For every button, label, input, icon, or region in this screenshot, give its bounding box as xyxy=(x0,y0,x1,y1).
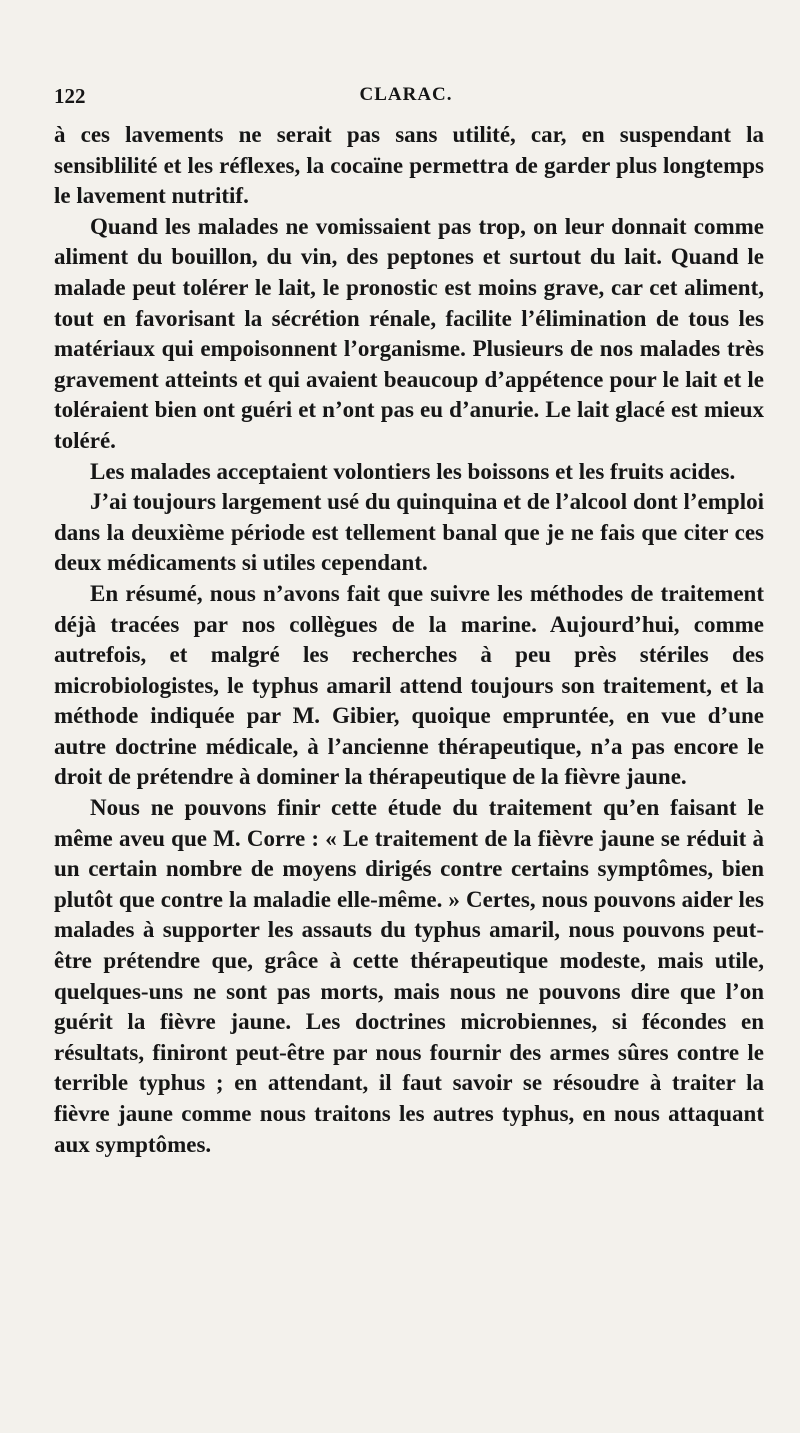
paragraph-4: J’ai toujours largement usé du quinquina et de l’alcool dont l’emploi dans la deuxième période est tellement banal que je ne fais que citer ces deux médicaments si utiles cependant. xyxy=(54,489,764,576)
running-head: CLARAC. xyxy=(359,84,453,105)
paragraph-5: En résumé, nous n’avons fait que suivre les méthodes de traitement déjà tracées par nos collègues de la marine. Aujourd’hui, comme autrefois, et malgré les recherches à peu près stériles des microbiologistes, le typhus amaril attend toujours son traitement, et la méthode indiquée par M. Gibier, quoique empruntée, en vue d’une autre doctrine médicale, à l’ancienne thérapeutique, n’a pas encore le droit de prétendre à dominer la thérapeutique de la fièvre jaune. xyxy=(54,580,764,790)
paragraph-1: à ces lavements ne serait pas sans utilité, car, en suspendant la sensiblilité et les réflexes, la cocaïne permettra de garder plus longtemps le lavement nutritif. xyxy=(54,122,764,209)
paragraph-3: Les malades acceptaient volontiers les boissons et les fruits acides. xyxy=(90,458,736,484)
page-header xyxy=(54,84,758,114)
paragraph-2: Quand les malades ne vomissaient pas trop, on leur donnait comme aliment du bouillon, du vin, des peptones et surtout du lait. Quand le malade peut tolérer le lait, le pronostic est moins grave, car cet aliment, tout en favorisant la sécrétion rénale, facilite l’élimination de tous les matériaux qui empoisonnent l’organisme. Plusieurs de nos malades très gravement atteints et qui avaient beaucoup d’appétence pour le lait et le toléraient bien ont guéri et n’ont pas eu d’anurie. Le lait glacé est mieux toléré. xyxy=(54,213,764,453)
paragraph-6: Nous ne pouvons finir cette étude du traitement qu’en faisant le même aveu que M. Corre : « Le traitement de la fièvre jaune se réduit à un certain nombre de moyens dirigés contre certains symptômes, bien plutôt que contre la maladie elle-même. » Certes, nous pouvons aider les malades à supporter les assauts du typhus amaril, nous pouvons peut-être prétendre que, grâce à cette thérapeutique modeste, mais utile, quelques-uns ne sont pas morts, mais nous ne pouvons dire que l’on guérit la fièvre jaune. Les doctrines microbiennes, si fécondes en résultats, finiront peut-être par nous fournir des armes sûres contre le terrible typhus ; en attendant, il faut savoir se résoudre à traiter la fièvre jaune comme nous traitons les autres typhus, en nous attaquant aux symptômes. xyxy=(54,795,764,1157)
body-text xyxy=(54,120,764,1160)
page-number: 122 xyxy=(54,84,86,108)
